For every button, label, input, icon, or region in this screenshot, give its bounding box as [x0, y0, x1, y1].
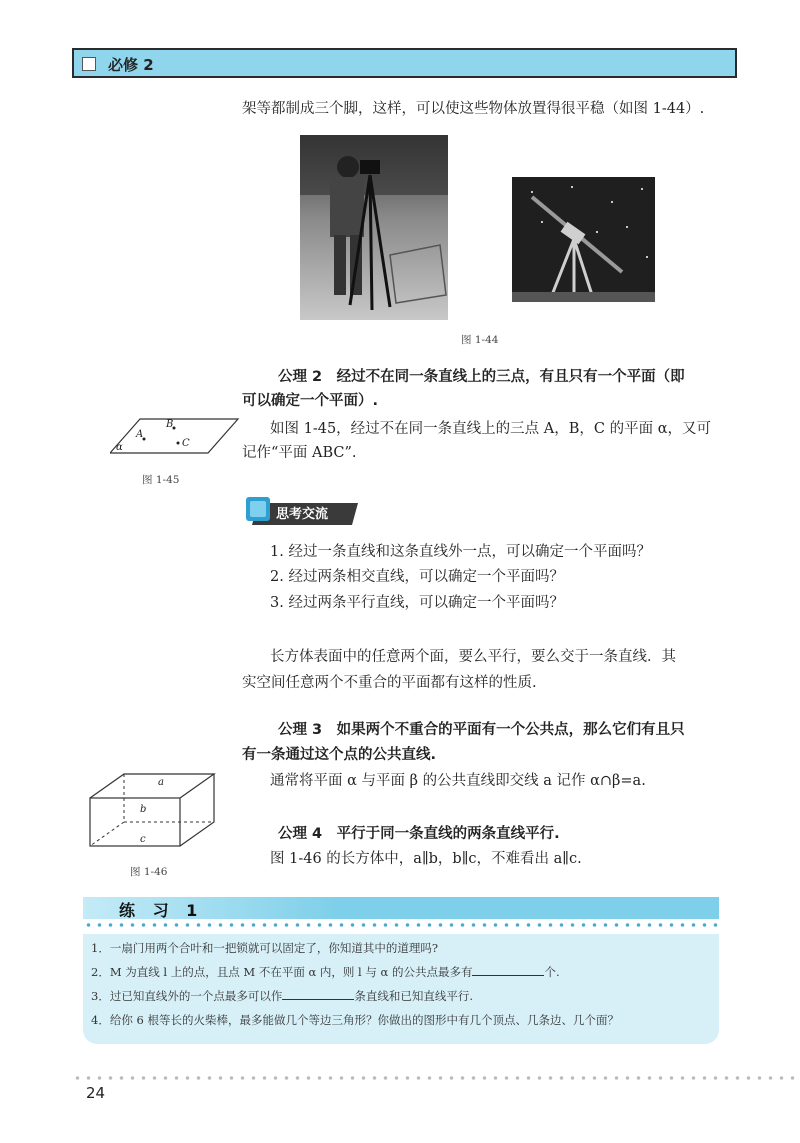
axiom-4-line-2: 图 1-46 的长方体中，a∥b，b∥c，不难看出 a∥c.: [270, 851, 582, 867]
think-question-2: 2. 经过两条相交直线，可以确定一个平面吗？: [270, 569, 564, 585]
exercise-header: [83, 897, 719, 919]
exercise-title: 练 习 1: [119, 901, 204, 920]
axiom-2-line-2: 可以确定一个平面）.: [242, 393, 379, 409]
exercise-item-3: [91, 985, 473, 1007]
edge-c-label: c: [140, 834, 146, 845]
cuboid-text-line-2: 实空间任意两个不重合的平面都有这样的性质.: [242, 675, 537, 691]
point-b-label: B: [166, 419, 174, 430]
figure-1-45-caption: 图 1-45: [142, 474, 180, 486]
axiom-4-line-1: 公理 4 平行于同一条直线的两条直线平行.: [278, 826, 560, 842]
axiom-2-line-1: 公理 2 经过不在同一条直线上的三点，有且只有一个平面（即: [278, 369, 685, 385]
think-discuss-badge: [246, 497, 364, 527]
point-a-label: A: [136, 429, 144, 440]
figure-1-44-caption: 图 1-44: [461, 334, 499, 346]
exercise-item-4: 4．给你 6 根等长的火柴棒，最多能做几个等边三角形？你做出的图形中有几个顶点、几条边、几个面？: [91, 1013, 619, 1027]
axiom-2-desc-line-1: 如图 1-45，经过不在同一条直线上的三点 A，B，C 的平面 α，又可: [270, 421, 712, 437]
edge-b-label: b: [140, 804, 147, 815]
exercise-box: [83, 934, 719, 1044]
think-question-3: 3. 经过两条平行直线，可以确定一个平面吗？: [270, 595, 564, 611]
intro-text: 架等都制成三个脚，这样，可以使这些物体放置得很平稳（如图 1-44）.: [242, 101, 705, 117]
exercise-item-2: [91, 961, 560, 983]
plane-abc-diagram: [110, 415, 240, 460]
telescope-photo: [512, 177, 655, 302]
footer-divider: [72, 1075, 800, 1081]
cuboid-diagram: [88, 770, 218, 850]
exercise-divider: [83, 922, 719, 928]
surveyor-photo: [300, 135, 448, 320]
axiom-3-line-1: 公理 3 如果两个不重合的平面有一个公共点，那么它们有且只: [278, 722, 685, 738]
exercise-item-2-text-b: 个.: [544, 965, 560, 979]
chapter-header: [72, 48, 737, 78]
page-number: 24: [86, 1084, 106, 1102]
cuboid-text-line-1: 长方体表面中的任意两个面，要么平行，要么交于一条直线．其: [270, 649, 676, 665]
axiom-3-line-2: 有一条通过这个点的公共直线.: [242, 747, 437, 763]
think-discuss-label: 思考交流: [276, 507, 329, 522]
think-question-1: 1. 经过一条直线和这条直线外一点，可以确定一个平面吗？: [270, 544, 651, 560]
point-c-label: C: [182, 438, 190, 449]
header-title: 必修 2: [108, 56, 154, 74]
figure-1-46-caption: 图 1-46: [130, 866, 168, 878]
answer-blank-2[interactable]: [472, 963, 544, 976]
edge-a-label: a: [158, 777, 164, 788]
header-square-icon: [82, 57, 96, 71]
exercise-item-3-text-a: 3．过已知直线外的一个点最多可以作: [91, 989, 283, 1003]
plane-alpha-label: α: [116, 442, 123, 453]
exercise-item-3-text-b: 条直线和已知直线平行.: [354, 989, 473, 1003]
exercise-item-2-text-a: 2．M 为直线 l 上的点，且点 M 不在平面 α 内，则 l 与 α 的公共点最多有: [91, 965, 473, 979]
exercise-item-1: 1．一扇门用两个合叶和一把锁就可以固定了，你知道其中的道理吗?: [91, 941, 438, 955]
answer-blank-3[interactable]: [282, 987, 354, 1000]
axiom-3-line-3: 通常将平面 α 与平面 β 的公共直线即交线 a 记作 α∩β=a.: [270, 773, 646, 789]
axiom-2-desc-line-2: 记作“平面 ABC”.: [242, 445, 357, 461]
